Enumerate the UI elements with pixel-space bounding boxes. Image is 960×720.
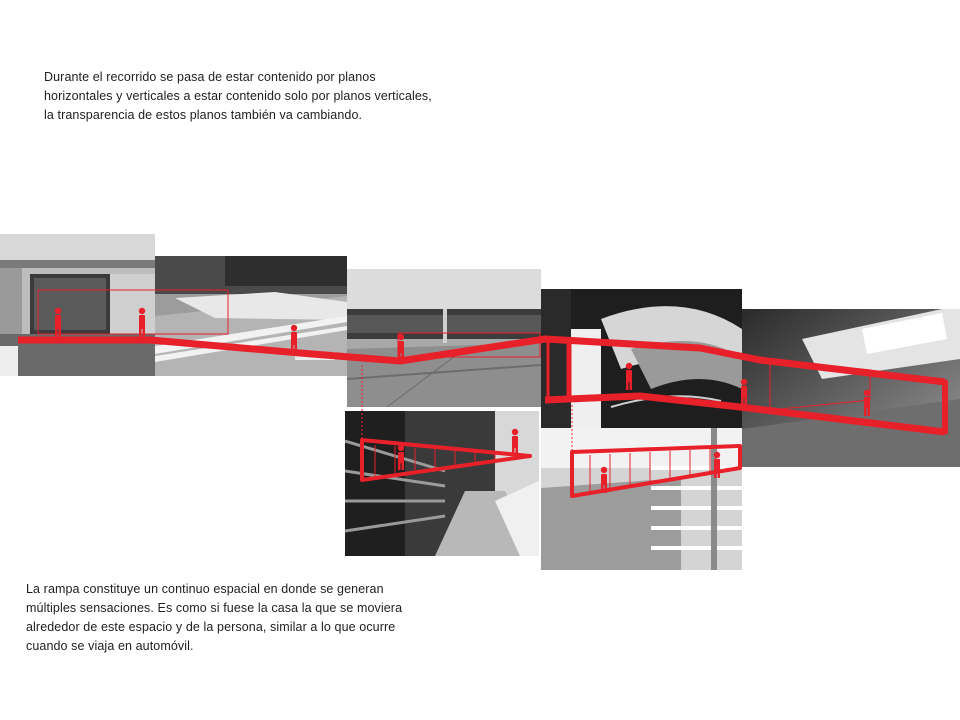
caption-bottom-line-4: cuando se viaja en automóvil. xyxy=(26,639,194,653)
caption-bottom-line-1: La rampa constituye un continuo espacial en donde se generan xyxy=(26,582,384,596)
photo-ramp-railings xyxy=(541,428,742,570)
photo-roof-garden xyxy=(155,256,347,376)
caption-top xyxy=(44,68,432,125)
photo-curved-stair xyxy=(541,289,742,428)
photo-ramp-corridor xyxy=(345,411,539,556)
caption-top-line-1: Durante el recorrido se pasa de estar contenido por planos xyxy=(44,70,376,84)
caption-bottom xyxy=(26,580,402,656)
caption-top-line-2: horizontales y verticales a estar contenido solo por planos verticales, xyxy=(44,89,432,103)
caption-top-line-3: la transparencia de estos planos también va cambiando. xyxy=(44,108,363,122)
photo-ramp-glazing xyxy=(347,269,541,407)
caption-bottom-line-2: múltiples sensaciones. Es como si fuese la casa la que se moviera xyxy=(26,601,403,615)
photo-upper-ramp xyxy=(742,309,960,467)
photo-terrace-window xyxy=(0,234,155,376)
caption-bottom-line-3: alrededor de este espacio y de la persona, similar a lo que ocurre xyxy=(26,620,396,634)
